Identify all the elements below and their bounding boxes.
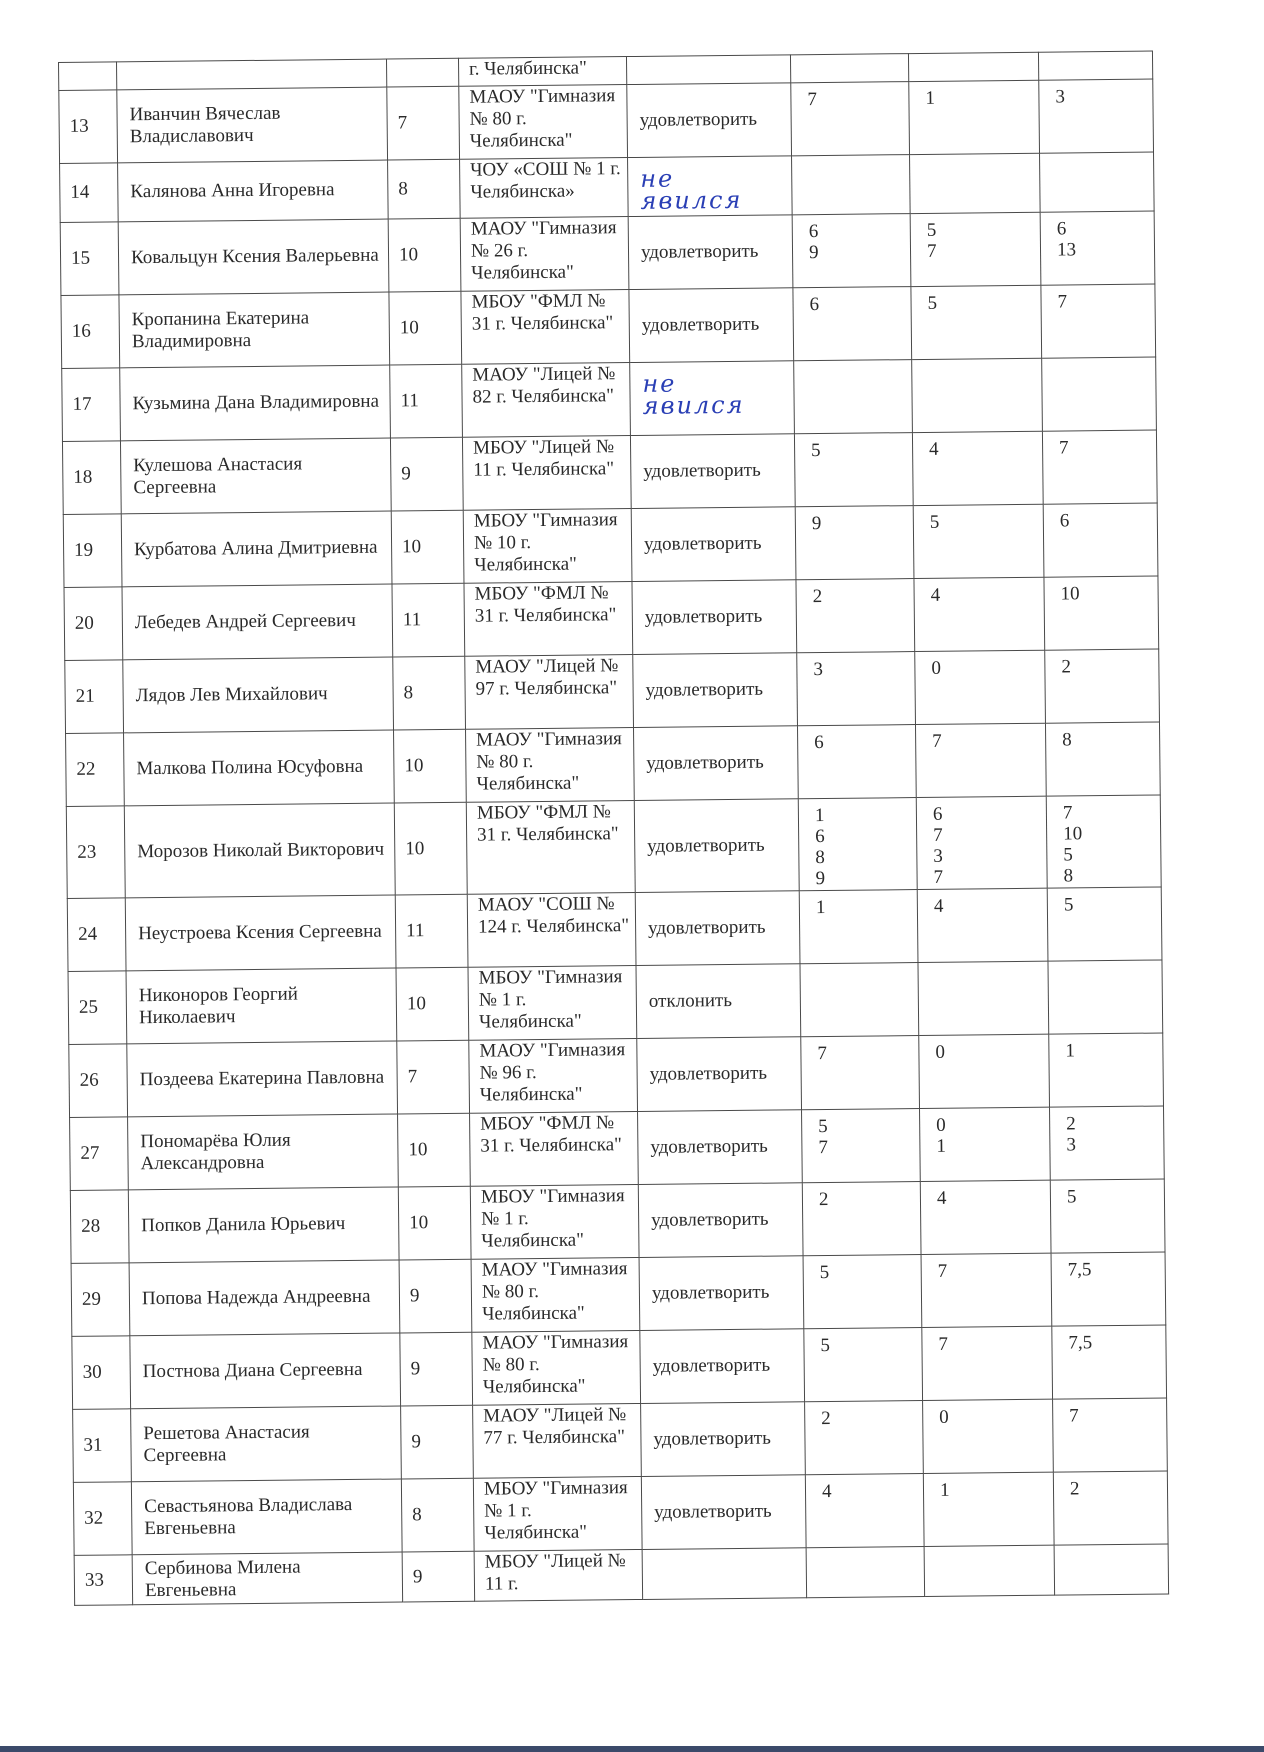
score-column-3	[1052, 1325, 1167, 1399]
appeal-decision	[639, 1256, 804, 1331]
appeal-decision	[641, 1402, 806, 1477]
score-value: 4	[928, 438, 939, 460]
score-column-2	[922, 1326, 1053, 1400]
student-grade: 10	[394, 802, 467, 895]
row-number: 19	[63, 514, 122, 588]
student-name: Кропанина Екатерина Владимировна	[119, 292, 390, 368]
student-grade: 10	[398, 1113, 471, 1187]
student-grade: 10	[394, 729, 467, 803]
school-name: МАОУ "Гимназия № 80 г. Челябинска"	[472, 1330, 641, 1405]
row-number: 29	[71, 1263, 130, 1337]
appeal-decision	[633, 653, 798, 728]
score-column-1	[805, 1474, 924, 1548]
score-value: 5	[820, 1334, 831, 1357]
score-value: 4	[821, 1480, 832, 1503]
row-number: 16	[61, 295, 120, 369]
score-column-3	[1046, 795, 1161, 888]
student-grade: 10	[398, 1186, 471, 1260]
table-row	[73, 1471, 1168, 1555]
score-value: 7	[933, 824, 943, 846]
score-value: 2	[1069, 1478, 1080, 1500]
score-value: 13	[1056, 239, 1077, 261]
school-name: МБОУ "Гимназия № 1 г. Челябинска"	[468, 965, 637, 1040]
score-column-3	[1045, 722, 1160, 796]
row-number: 25	[68, 971, 127, 1045]
score-column-2	[924, 1545, 1055, 1596]
school-name: МБОУ "ФМЛ № 31 г. Челябинска"	[466, 801, 635, 895]
row-number: 33	[74, 1555, 133, 1606]
grade-cell	[386, 58, 458, 87]
score-column-1	[797, 725, 916, 799]
appeal-decision	[637, 1037, 802, 1112]
score-column-1	[802, 1182, 921, 1256]
student-name: Решетова Анастасия Сергеевна	[131, 1406, 402, 1482]
student-name: Неустроева Ксения Сергеевна	[125, 895, 396, 971]
decision-text: удовлетворить	[653, 1427, 771, 1450]
table-row	[74, 1544, 1168, 1605]
row-number: 17	[62, 368, 121, 442]
score-column-2	[923, 1472, 1054, 1546]
school-name: МАОУ "Гимназия № 80 г. Челябинска"	[459, 85, 628, 160]
score-column-2	[915, 723, 1046, 797]
score-column-1	[805, 1401, 924, 1475]
score-value: 6	[1056, 218, 1067, 240]
score-value: 6	[809, 294, 820, 316]
school-cell: г. Челябинска"	[458, 57, 626, 87]
school-name: МБОУ "Гимназия № 1 г. Челябинска"	[473, 1476, 642, 1551]
score-column-2	[920, 1180, 1051, 1254]
appeals-results-table	[58, 51, 1169, 1606]
table-row	[69, 1033, 1164, 1117]
appeal-decision	[630, 434, 795, 509]
student-grade: 10	[388, 218, 461, 292]
score-column-1	[801, 1036, 920, 1110]
decision-text: удовлетворить	[645, 678, 764, 701]
school-name: МАОУ "Лицей № 82 г. Челябинска"	[462, 363, 631, 438]
score-column-3	[1043, 503, 1158, 577]
row-number: 14	[60, 163, 119, 223]
decision-cell	[626, 55, 790, 85]
student-grade: 11	[392, 583, 465, 657]
score-column-1	[793, 287, 912, 361]
score-value: 8	[815, 847, 825, 869]
score-value: 5	[818, 1115, 828, 1138]
score-column-1	[803, 1255, 922, 1329]
table-row	[62, 357, 1157, 441]
student-name: Сербинова Милена Евгеньевна	[132, 1552, 403, 1605]
score-value: 0	[936, 1114, 946, 1136]
table-row	[64, 576, 1159, 660]
school-name: МБОУ "ФМЛ № 31 г. Челябинска"	[470, 1111, 639, 1186]
score-column-3	[1053, 1471, 1168, 1545]
score-value: 1	[939, 1479, 950, 1501]
table-row	[65, 649, 1160, 733]
school-name: МБОУ "Гимназия № 1 г. Челябинска"	[470, 1184, 639, 1259]
student-grade: 9	[401, 1405, 474, 1479]
score-value: 9	[808, 242, 819, 264]
school-name: МБОУ "ФМЛ № 31 г. Челябинска"	[461, 290, 630, 365]
student-name: Постнова Диана Сергеевна	[130, 1333, 401, 1409]
score-value: 4	[933, 895, 944, 917]
score-column-2	[915, 650, 1046, 724]
score-value: 4	[930, 584, 941, 606]
table-row	[60, 211, 1155, 295]
score-value: 8	[1063, 865, 1074, 887]
appeal-decision	[640, 1329, 805, 1404]
row-number: 30	[72, 1336, 131, 1410]
school-name: МАОУ "Гимназия № 80 г. Челябинска"	[471, 1257, 640, 1332]
score-column-1	[799, 890, 918, 964]
school-name: МАОУ "СОШ № 124 г. Челябинска"	[467, 893, 636, 968]
row-number: 28	[70, 1190, 129, 1264]
appeal-decision	[634, 799, 799, 893]
score-column-3	[1040, 211, 1155, 285]
student-grade: 7	[387, 86, 460, 160]
score-column-3	[1047, 887, 1162, 961]
score-column-2	[912, 431, 1043, 505]
score-value: 7	[817, 1043, 828, 1065]
student-name: Иванчин Вячеслав Владиславович	[117, 87, 388, 163]
appeal-decision	[642, 1548, 807, 1600]
decision-text: отклонить	[648, 989, 733, 1012]
score-column-2	[914, 577, 1045, 651]
score-column-1	[794, 433, 913, 507]
appeal-decision	[641, 1475, 806, 1550]
student-grade: 8	[401, 1478, 474, 1552]
school-name: МАОУ "Лицей № 97 г. Челябинска"	[465, 655, 634, 730]
decision-text: удовлетворить	[654, 1500, 772, 1523]
student-name: Калянова Анна Игоревна	[118, 160, 389, 222]
score-column-2	[920, 1107, 1051, 1181]
table-row	[61, 284, 1156, 368]
score-value: 10	[1060, 583, 1080, 605]
school-name: МАОУ "Гимназия № 26 г. Челябинска"	[460, 217, 629, 292]
score-column-3	[1049, 1106, 1164, 1180]
score-column-2	[923, 1399, 1054, 1473]
score-column-2	[910, 212, 1041, 286]
score-value: 6	[814, 732, 824, 754]
score-value: 3	[813, 659, 824, 681]
school-name: МБОУ "Лицей № 11 г. Челябинска"	[462, 436, 631, 511]
student-name: Кулешова Анастасия Сергеевна	[120, 438, 391, 514]
table-row	[63, 503, 1158, 587]
row-number: 23	[66, 806, 125, 899]
student-grade: 11	[395, 894, 468, 968]
score-value: 1	[925, 87, 936, 109]
student-name: Малкова Полина Юсуфовна	[124, 730, 395, 806]
table-row	[70, 1106, 1165, 1190]
score-value: 2	[818, 1188, 829, 1211]
score-column-2	[917, 888, 1048, 962]
score-column-3	[1048, 960, 1163, 1034]
score-column-2	[919, 1034, 1050, 1108]
row-number: 13	[59, 90, 118, 164]
score-cell-3	[1038, 51, 1152, 80]
decision-text: удовлетворить	[647, 834, 765, 857]
student-grade: 10	[396, 967, 469, 1041]
score-value: 3	[933, 845, 943, 867]
score-value: 7	[1057, 291, 1068, 313]
appeal-decision	[629, 288, 794, 363]
appeal-decision	[628, 156, 793, 217]
school-name: МАОУ "Гимназия № 96 г. Челябинска"	[469, 1038, 638, 1113]
appeal-decision	[630, 361, 795, 436]
score-column-3	[1040, 152, 1155, 212]
score-column-1	[791, 82, 910, 156]
student-name: Курбатова Алина Дмитриевна	[121, 511, 392, 587]
score-value: 7	[937, 1260, 948, 1282]
table-row	[66, 722, 1161, 806]
row-number-cell	[59, 62, 117, 91]
score-value: 7	[1069, 1405, 1079, 1427]
name-cell	[117, 59, 387, 90]
score-column-1	[796, 579, 915, 653]
table-row	[62, 430, 1157, 514]
table-row	[59, 79, 1154, 163]
row-number: 26	[69, 1044, 128, 1118]
score-value: 7,5	[1067, 1259, 1092, 1281]
score-column-3	[1050, 1179, 1165, 1253]
score-column-3	[1042, 430, 1157, 504]
score-column-2	[916, 796, 1047, 889]
student-grade: 9	[400, 1332, 473, 1406]
row-number: 27	[70, 1117, 129, 1191]
score-value: 0	[931, 657, 942, 679]
table-row	[66, 795, 1161, 898]
score-column-1	[794, 360, 913, 434]
score-value: 6	[932, 803, 943, 825]
decision-text: удовлетворить	[651, 1208, 769, 1231]
score-column-3	[1041, 284, 1156, 358]
student-name: Поздеева Екатерина Павловна	[127, 1041, 398, 1117]
appeal-decision	[628, 215, 793, 290]
score-value: 7	[932, 730, 942, 752]
student-name: Морозов Николай Викторович	[124, 803, 395, 898]
appeal-decision	[638, 1183, 803, 1258]
score-column-3	[1042, 357, 1157, 431]
school-name: ЧОУ «СОШ № 1 г. Челябинска»	[460, 158, 629, 219]
decision-text: удовлетворить	[649, 1062, 768, 1085]
score-value: 2	[1066, 1113, 1076, 1135]
score-value: 5	[926, 219, 937, 241]
decision-text: удовлетворить	[643, 459, 761, 482]
score-value: 3	[1055, 86, 1066, 108]
row-number: 21	[65, 660, 124, 734]
decision-text: удовлетворить	[651, 1281, 770, 1304]
score-column-2	[910, 153, 1041, 213]
appeal-decision	[634, 726, 799, 801]
decision-text: удовлетворить	[639, 108, 758, 131]
table-row	[72, 1325, 1167, 1409]
student-grade: 7	[397, 1040, 470, 1114]
score-value: 1	[814, 805, 825, 827]
score-column-3	[1045, 649, 1160, 723]
score-value: 9	[815, 868, 826, 890]
score-value: 10	[1063, 823, 1083, 845]
score-value: 7	[938, 1333, 949, 1355]
score-value: 7	[926, 240, 937, 262]
student-grade: 9	[390, 437, 463, 511]
score-column-1	[802, 1109, 921, 1183]
decision-text: удовлетворить	[644, 605, 763, 628]
score-value: 5	[819, 1261, 830, 1284]
score-value: 4	[936, 1187, 947, 1209]
score-value: 5	[929, 511, 940, 533]
score-cell-1	[790, 54, 908, 83]
score-value: 7	[807, 89, 818, 111]
score-value: 0	[935, 1041, 946, 1063]
score-value: 7	[1058, 437, 1069, 459]
decision-text: удовлетворить	[641, 313, 760, 336]
score-column-3	[1049, 1033, 1164, 1107]
score-column-2	[913, 504, 1044, 578]
appeal-decision	[635, 891, 800, 966]
school-name: МБОУ "Лицей № 11 г.	[474, 1549, 643, 1601]
row-number: 15	[60, 222, 119, 296]
decision-text: удовлетворить	[647, 916, 766, 939]
score-value: 3	[1066, 1134, 1077, 1156]
school-name: МАОУ "Лицей № 77 г. Челябинска"	[473, 1403, 642, 1478]
score-value: 2	[1061, 656, 1072, 678]
student-grade: 10	[389, 291, 462, 365]
student-grade: 9	[399, 1259, 472, 1333]
appeal-decision	[636, 964, 801, 1039]
appeal-decision	[632, 580, 797, 655]
score-column-1	[792, 214, 911, 288]
table-row	[73, 1398, 1168, 1482]
score-column-1	[806, 1547, 925, 1598]
score-column-1	[800, 963, 919, 1037]
decision-text: удовлетворить	[643, 532, 762, 555]
row-number: 22	[66, 733, 125, 807]
score-value: 5	[927, 292, 938, 314]
score-column-3	[1051, 1252, 1166, 1326]
score-value: 9	[811, 513, 822, 535]
score-value: 7	[1062, 802, 1073, 824]
score-value: 7	[818, 1136, 829, 1159]
student-name: Севастьянова Владислава Евгеньевна	[131, 1479, 402, 1555]
school-name: МБОУ "Гимназия № 10 г. Челябинска"	[463, 509, 632, 584]
scan-bottom-edge	[0, 1746, 1264, 1752]
score-column-3	[1053, 1398, 1168, 1472]
score-column-1	[792, 155, 911, 215]
score-value: 5	[1063, 844, 1073, 866]
score-column-1	[798, 798, 917, 891]
table-row	[67, 887, 1162, 971]
student-name: Попков Данила Юрьевич	[128, 1187, 399, 1263]
student-name: Кузьмина Дана Владимировна	[120, 365, 391, 441]
score-value: 5	[1066, 1186, 1077, 1208]
score-value: 6	[815, 826, 825, 848]
score-value: 1	[815, 897, 826, 919]
score-column-1	[804, 1328, 923, 1402]
student-grade: 9	[402, 1551, 475, 1602]
score-column-3	[1054, 1544, 1169, 1595]
score-value: 8	[1062, 729, 1072, 751]
student-name: Пономарёва Юлия Александровна	[128, 1114, 399, 1190]
score-column-1	[795, 506, 914, 580]
score-column-3	[1044, 576, 1159, 650]
score-column-2	[911, 285, 1042, 359]
score-value: 6	[1059, 510, 1070, 532]
appeal-decision	[627, 83, 792, 158]
decision-text: удовлетворить	[640, 240, 759, 263]
student-grade: 8	[393, 656, 466, 730]
appeal-decision	[638, 1110, 803, 1185]
student-name: Лебедев Андрей Сергеевич	[122, 584, 393, 660]
student-name: Ковальцун Ксения Валерьевна	[118, 219, 389, 295]
student-grade: 10	[391, 510, 464, 584]
score-column-2	[921, 1253, 1052, 1327]
school-name: МБОУ "ФМЛ № 31 г. Челябинска"	[464, 582, 633, 657]
table-row	[68, 960, 1163, 1044]
student-name: Лядов Лев Михайлович	[123, 657, 394, 733]
score-value: 2	[812, 586, 823, 608]
row-number: 20	[64, 587, 123, 661]
table-row	[70, 1179, 1165, 1263]
student-name: Никоноров Георгий Николаевич	[126, 968, 397, 1044]
student-name: Попова Надежда Андреевна	[129, 1260, 400, 1336]
row-number: 32	[73, 1482, 132, 1556]
score-column-2	[909, 80, 1040, 154]
score-cell-2	[908, 52, 1038, 81]
row-number: 31	[73, 1409, 132, 1483]
student-grade: 11	[390, 364, 463, 438]
table-row	[71, 1252, 1166, 1336]
score-value: 1	[936, 1135, 947, 1157]
score-value: 0	[939, 1406, 949, 1428]
score-value: 5	[1063, 894, 1074, 916]
score-column-2	[918, 961, 1049, 1035]
score-value: 1	[1065, 1040, 1076, 1062]
decision-text: удовлетворить	[650, 1135, 768, 1158]
school-name: МАОУ "Гимназия № 80 г. Челябинска"	[466, 728, 635, 803]
score-column-1	[797, 652, 916, 726]
score-column-3	[1039, 79, 1154, 153]
score-value: 7,5	[1068, 1332, 1093, 1354]
handwritten-note: не явился	[642, 369, 745, 420]
score-value: 7	[933, 866, 944, 888]
score-value: 5	[811, 440, 821, 462]
appeal-decision	[631, 507, 796, 582]
decision-text: удовлетворить	[646, 751, 764, 774]
decision-text: удовлетворить	[652, 1354, 771, 1377]
row-number: 18	[62, 441, 121, 515]
row-number: 24	[67, 898, 126, 972]
student-grade: 8	[388, 159, 461, 219]
score-value: 2	[821, 1407, 831, 1430]
handwritten-note: не явился	[640, 164, 743, 215]
score-column-2	[912, 358, 1043, 432]
score-value: 6	[808, 221, 819, 243]
